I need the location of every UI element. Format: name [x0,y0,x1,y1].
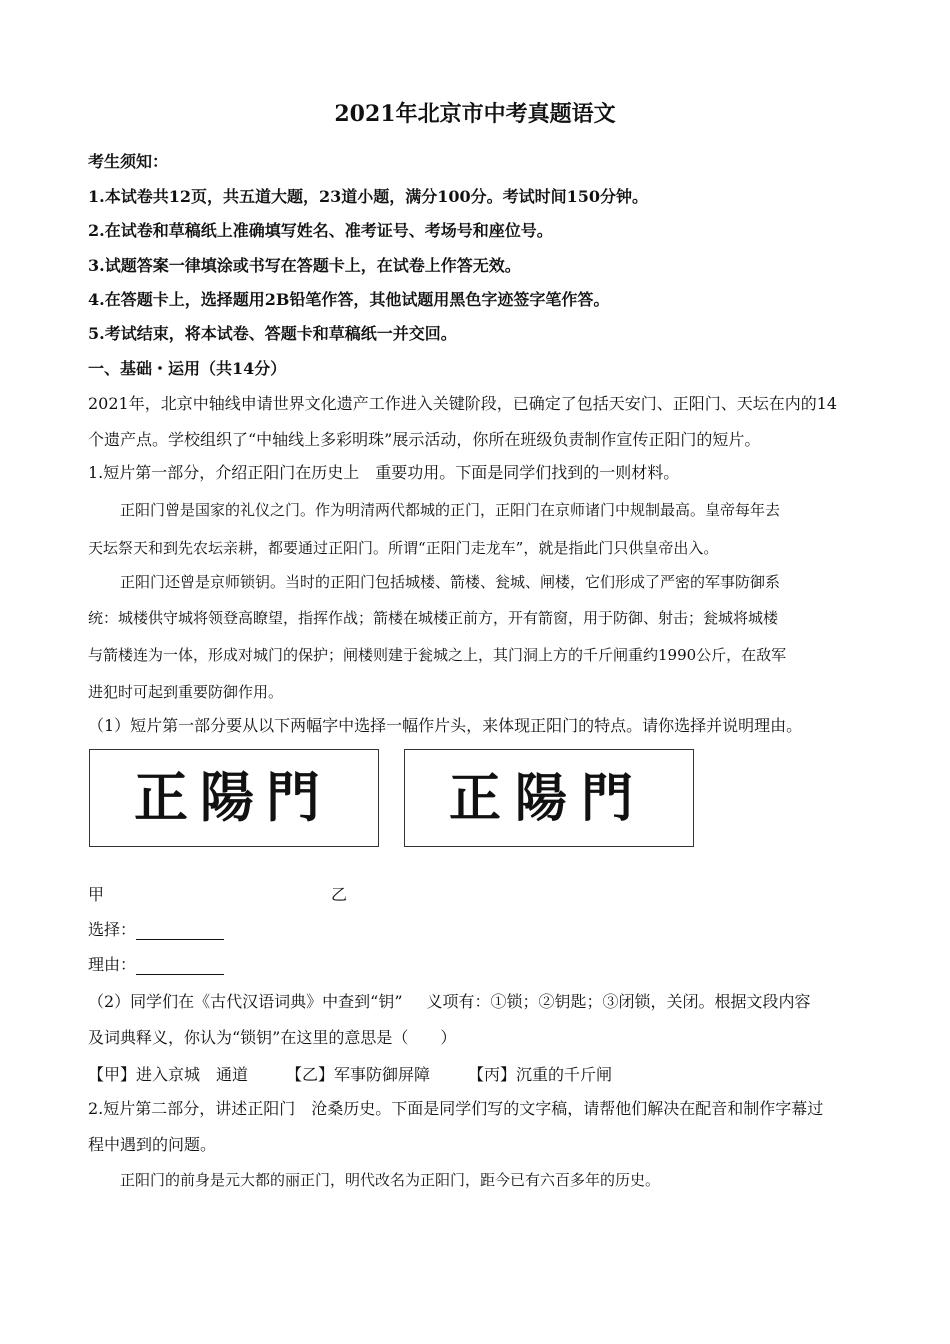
label-b: 乙 [331,885,348,904]
reason-label: 理由： [88,955,137,974]
calligraphy-box-a [89,749,379,847]
option-row [88,1065,612,1085]
calligraphy-b-image [405,750,692,845]
option-b[interactable]: 【乙】军事防御屏障 [286,1065,431,1084]
option-c[interactable]: 【丙】沉重的千斤闸 [468,1065,613,1084]
option-a[interactable] [88,1065,248,1084]
notice-item-4: 4.在答题卡上，选择题用2B铅笔作答，其他试题用黑色字迹签字笔作答。 [88,290,610,309]
calligraphy-box-b [404,749,694,847]
question-1-sub-2-line-2: 及词典释义，你认为“锁钥”在这里的意思是（ ） [88,1028,457,1047]
material-line-3: 正阳门还曾是京师锁钥。当时的正阳门包括城楼、箭楼、瓮城、闸楼，它们形成了严密的军事防御系 [120,573,781,591]
notice-item-3: 3.试题答案一律填涂或书写在答题卡上，在试卷上作答无效。 [88,256,521,275]
calligraphy-a-text: 正陽門 [134,765,332,829]
choose-label: 选择： [88,920,137,939]
section-heading: 一、基础・运用（共14分） [88,359,287,378]
notice-item-5: 5.考试结束，将本试卷、答题卡和草稿纸一并交回。 [88,324,457,343]
page-title: 2021年北京市中考真题语文 [334,101,616,127]
material-line-4: 统：城楼供守城将领登高瞭望，指挥作战；箭楼在城楼正前方，开有箭窗，用于防御、射击；瓮城将城楼 [88,609,779,627]
question-1-sub-1: （1）短片第一部分要从以下两幅字中选择一幅作片头，来体现正阳门的特点。请你选择并说明理由。 [88,716,803,735]
choose-blank[interactable] [136,923,224,940]
reason-row [88,955,224,975]
option-a-text-1: 【甲】进入京城 [88,1065,201,1084]
intro-line-2: 个遗产点。学校组织了“中轴线上多彩明珠”展示活动，你所在班级负责制作宣传正阳门的短片。 [88,430,761,449]
option-a-text-2: 通道 [216,1065,249,1084]
question-2-stem-b: 沧桑历史。下面是同学们写的文字稿，请帮他们解决在配音和制作字幕过 [311,1099,824,1118]
notice-item-2: 2.在试卷和草稿纸上准确填写姓名、准考证号、考场号和座位号。 [88,221,553,240]
calligraphy-a-image [90,750,377,845]
notice-heading: 考生须知： [88,152,169,171]
question-1-sub-2 [88,992,811,1012]
question-1-stem-b: 重要功用。下面是同学们找到的一则材料。 [375,463,680,482]
calligraphy-b-text: 正陽門 [448,769,648,829]
question-1-stem-a: 1.短片第一部分，介绍正阳门在历史上 [88,463,360,482]
material-line-1: 正阳门曾是国家的礼仪之门。作为明清两代都城的正门，正阳门在京师诸门中规制最高。皇帝每年去 [120,501,781,519]
material-line-2: 天坛祭天和到先农坛亲耕，都要通过正阳门。所谓“正阳门走龙车”，就是指此门只供皇帝出入。 [88,539,719,557]
question-1-sub-2-b: 义项有：①锁；②钥匙；③闭锁，关闭。根据文段内容 [426,992,811,1011]
label-a: 甲 [88,885,105,904]
notice-item-1: 1.本试卷共12页，共五道大题，23道小题，满分100分。考试时间150分钟。 [88,187,649,206]
material-line-6: 进犯时可起到重要防御作用。 [88,683,284,701]
question-2-material: 正阳门的前身是元大都的丽正门，明代改名为正阳门，距今已有六百多年的历史。 [120,1171,661,1189]
question-2-stem-a: 2.短片第二部分，讲述正阳门 [88,1099,296,1118]
question-2-stem [88,1099,823,1119]
material-line-5: 与箭楼连为一体，形成对城门的保护；闸楼则建于瓮城之上，其门洞上方的千斤闸重约1990公斤，在敌军 [88,646,787,664]
question-1-sub-2-a: （2）同学们在《古代汉语词典》中查到“钥” [88,992,403,1011]
reason-blank[interactable] [136,958,224,975]
question-2-stem-line-2: 程中遇到的问题。 [88,1135,217,1154]
intro-line-1: 2021年，北京中轴线申请世界文化遗产工作进入关键阶段，已确定了包括天安门、正阳门、天坛在内的14 [88,394,838,413]
choose-row [88,920,224,940]
question-1-stem [88,463,679,483]
